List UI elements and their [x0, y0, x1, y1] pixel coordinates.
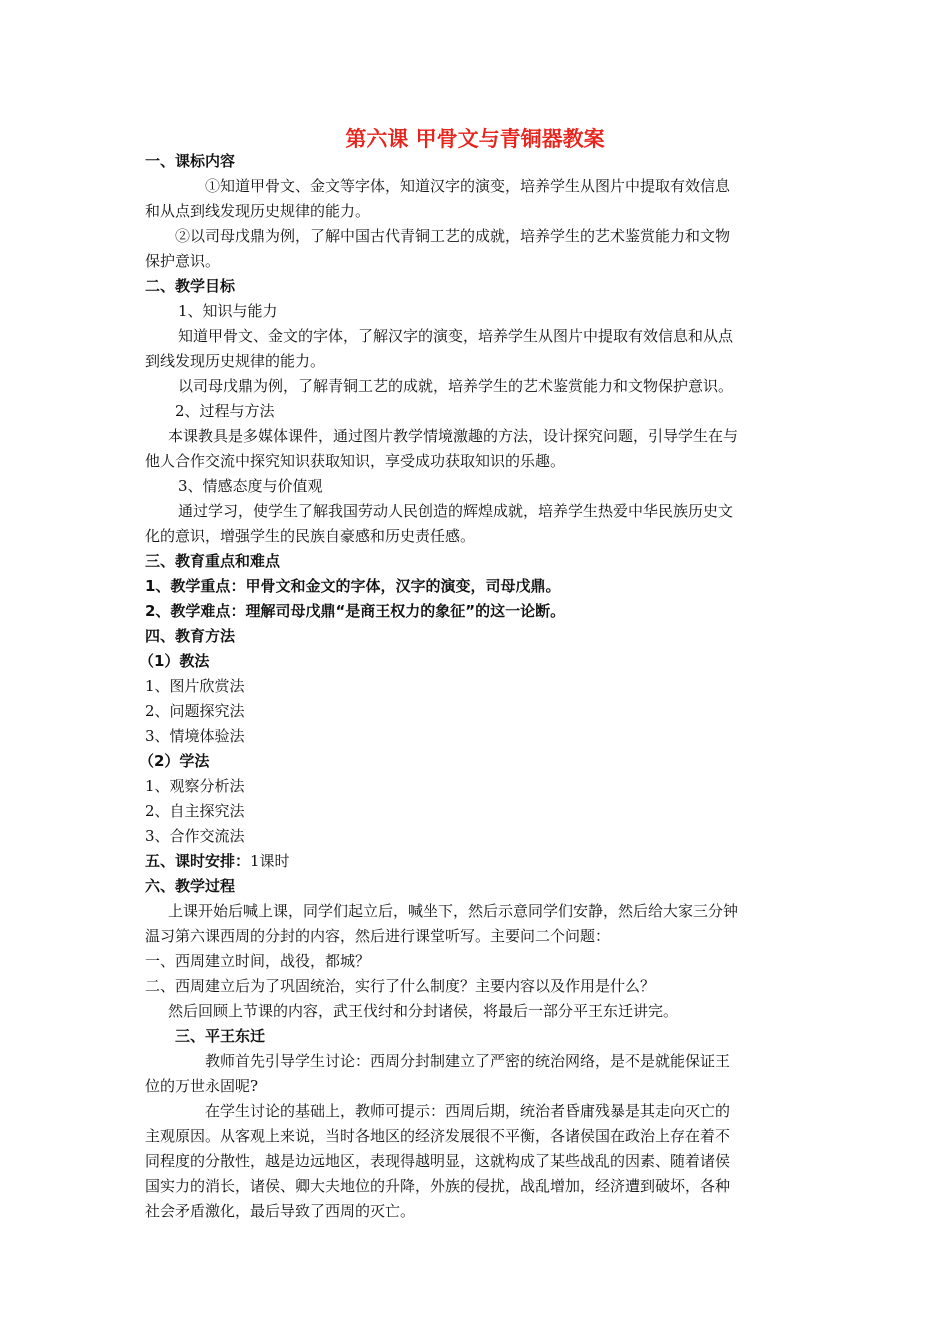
paragraph-line: 教师首先引导学生讨论：西周分封制建立了严密的统治网络，是不是就能保证王 [205, 1052, 731, 1070]
list-item: 3、合作交流法 [145, 827, 245, 845]
list-item: 2、问题探究法 [145, 702, 245, 720]
subsection-heading: （1）教法 [139, 652, 210, 670]
document-title: 第六课 甲骨文与青铜器教案 [345, 127, 605, 151]
subsection-heading: 1、知识与能力 [178, 302, 278, 320]
paragraph-line: 化的意识，增强学生的民族自豪感和历史责任感。 [145, 527, 476, 545]
paragraph-line: 到线发现历史规律的能力。 [145, 352, 326, 370]
paragraph-line: 知道甲骨文、金文的字体，了解汉字的演变，培养学生从图片中提取有效信息和从点 [178, 327, 734, 345]
paragraph-line: 主观原因。从客观上来说，当时各地区的经济发展很不平衡，各诸侯国在政治上存在着不 [145, 1127, 731, 1145]
paragraph-line: ②以司母戊鼎为例，了解中国古代青铜工艺的成就，培养学生的艺术鉴赏能力和文物 [175, 227, 731, 245]
subsection-heading: （2）学法 [139, 752, 210, 770]
paragraph-line: 在学生讨论的基础上，教师可提示：西周后期，统治者昏庸残暴是其走向灭亡的 [205, 1102, 731, 1120]
subsection-heading: 3、情感态度与价值观 [178, 477, 323, 495]
subsection-heading: 三、平王东迁 [175, 1027, 266, 1045]
paragraph-line: 上课开始后喊上课，同学们起立后，喊坐下，然后示意同学们安静，然后给大家三分钟 [168, 902, 739, 920]
paragraph-line: 保护意识。 [145, 252, 221, 270]
schedule-value: 1课时 [250, 852, 290, 870]
section-heading: 四、教育方法 [145, 627, 236, 645]
question-line: 一、西周建立时间，战役，都城？ [145, 952, 371, 970]
paragraph-line: 本课教具是多媒体课件，通过图片教学情境激趣的方法，设计探究问题，引导学生在与 [168, 427, 739, 445]
teaching-focus: 1、教学重点：甲骨文和金文的字体，汉字的演变，司母戊鼎。 [145, 577, 561, 595]
section-heading: 三、教育重点和难点 [145, 552, 281, 570]
list-item: 3、情境体验法 [145, 727, 245, 745]
list-item: 1、图片欣赏法 [145, 677, 245, 695]
section-heading: 五、课时安排： [145, 852, 251, 870]
question-line: 二、西周建立后为了巩固统治，实行了什么制度？主要内容以及作用是什么？ [145, 977, 656, 995]
teaching-difficulty: 2、教学难点：理解司母戊鼎“是商王权力的象征”的这一论断。 [145, 602, 566, 620]
paragraph-line: 国实力的消长，诸侯、卿大夫地位的升降，外族的侵扰，战乱增加，经济遭到破坏，各种 [145, 1177, 731, 1195]
paragraph-line: 以司母戊鼎为例，了解青铜工艺的成就，培养学生的艺术鉴赏能力和文物保护意识。 [178, 377, 734, 395]
paragraph-line: 和从点到线发现历史规律的能力。 [145, 202, 371, 220]
paragraph-line: 然后回顾上节课的内容，武王伐纣和分封诸侯，将最后一部分平王东迁讲完。 [168, 1002, 679, 1020]
paragraph-line: 位的万世永固呢? [145, 1077, 259, 1095]
subsection-heading: 2、过程与方法 [175, 402, 275, 420]
section-heading: 二、教学目标 [145, 277, 236, 295]
section-heading: 一、课标内容 [145, 152, 236, 170]
paragraph-line: 社会矛盾激化，最后导致了西周的灭亡。 [145, 1202, 416, 1220]
schedule-line [145, 851, 290, 871]
paragraph-line: 同程度的分散性，越是边远地区，表现得越明显，这就构成了某些战乱的因素、随着诸侯 [145, 1152, 731, 1170]
paragraph-line: 通过学习，使学生了解我国劳动人民创造的辉煌成就，培养学生热爱中华民族历史文 [178, 502, 734, 520]
list-item: 1、观察分析法 [145, 777, 245, 795]
list-item: 2、自主探究法 [145, 802, 245, 820]
section-heading: 六、教学过程 [145, 877, 236, 895]
paragraph-line: 他人合作交流中探究知识获取知识，享受成功获取知识的乐趣。 [145, 452, 566, 470]
paragraph-line: ①知道甲骨文、金文等字体，知道汉字的演变，培养学生从图片中提取有效信息 [205, 177, 731, 195]
paragraph-line: 温习第六课西周的分封的内容，然后进行课堂听写。主要问二个问题： [145, 927, 611, 945]
